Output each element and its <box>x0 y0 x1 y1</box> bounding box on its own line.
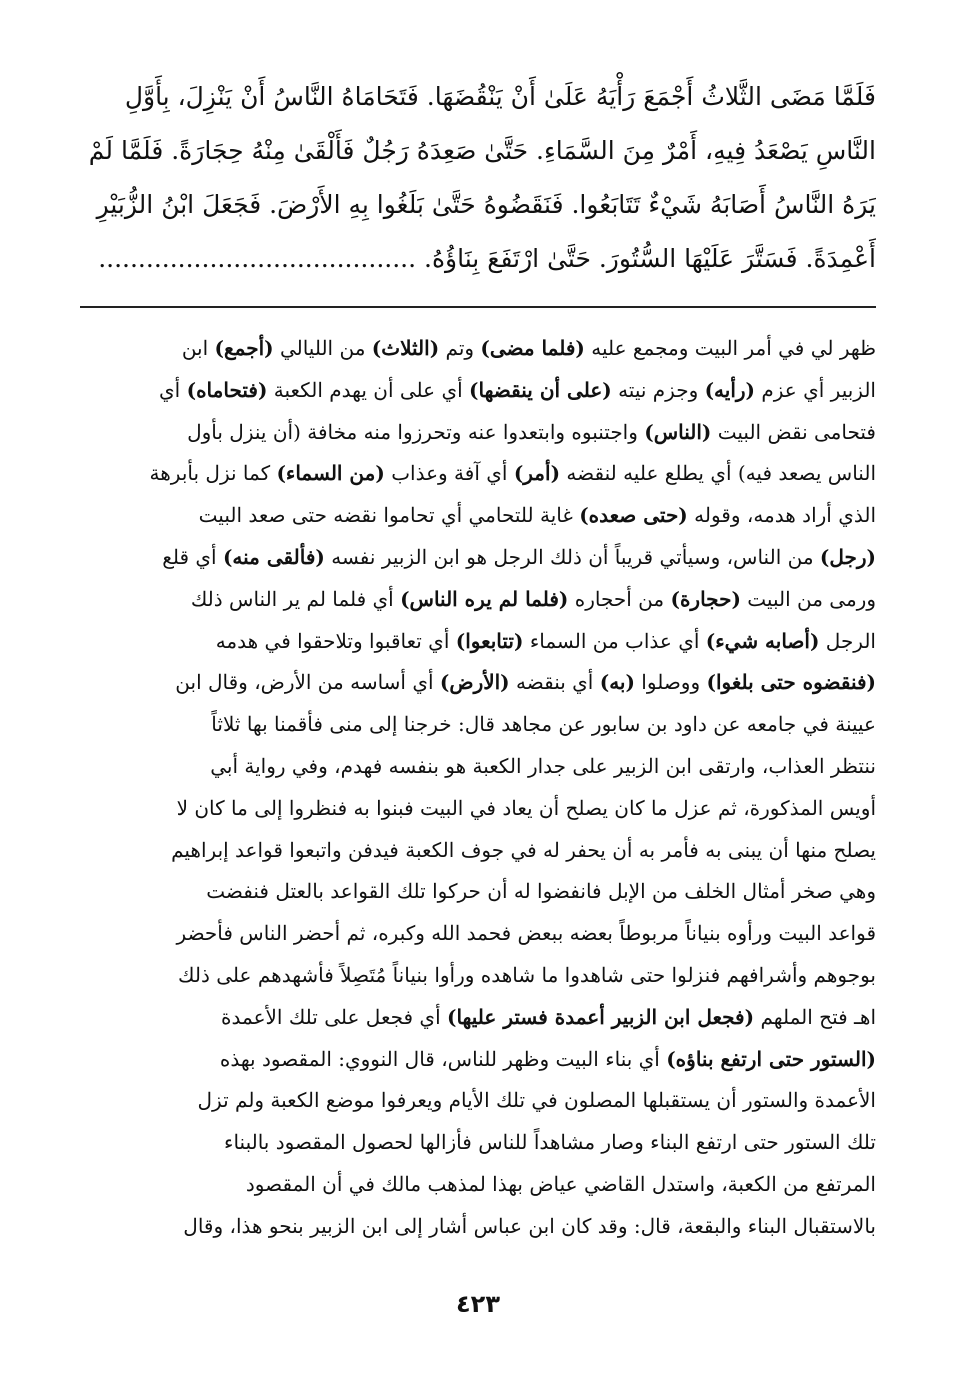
commentary-line: تلك الستور حتى ارتفع البناء وصار مشاهداً للناس فأزالها لحصول المقصود بالبناء <box>224 1130 876 1155</box>
commentary-line: (رجل) من الناس، وسيأتي قريباً أن ذلك الرجل هو ابن الزبير نفسه (فألقى منه) أي قلع <box>162 544 876 569</box>
commentary-line: ظهر لي في أمر البيت ومجمع عليه (فلما مضى) وتم (الثلاث) من الليالي (أجمع) ابن <box>181 336 876 360</box>
commentary-line: قواعد البيت ورأوه بنياناً مربوطاً بعضه ببعض فحمد الله وكبره، ثم أحضر الناس فأحضر <box>176 921 876 946</box>
commentary-line: الأعمدة والستور أن يستقبلها المصلون في تلك الأيام ويعرفوا موضع الكعبة ولم تزل <box>197 1088 876 1113</box>
page-number: ٤٢٣ <box>456 1290 500 1318</box>
commentary-line: أويس المذكورة، ثم عزل ما كان يصلح أن يعاد في البيت فبنوا به فنظروا إلى ما كان لا <box>176 795 876 820</box>
commentary-line: الذي أراد هدمه، وقوله (حتى صعده) غاية للتحامي أي تحاموا نقضه حتى صعد البيت <box>198 503 876 528</box>
commentary-line: بوجوهم وأشرافهم فنزلوا حتى شاهدوا ما شاهده ورأوا بنياناً مُتَصِلاً فأشهدهم على ذلك <box>178 962 876 987</box>
commentary-line: الناس يصعد فيه) أي يطلع عليه لنقضه (أمر) أي آفة وعذاب (من السماء) كما نزل بأبرهة <box>149 461 876 486</box>
commentary-line: اهـ فتح الملهم (فجعل ابن الزبير أعمدة فستر عليها) أي فجعل على تلك الأعمدة <box>221 1004 876 1029</box>
commentary-text <box>80 328 876 1248</box>
hadith-line: يَرَهُ النَّاسُ أَصَابَهُ شَيْءٌ تَتَابَعُوا. فَنَقَضُوهُ حَتَّىٰ بَلَغُوا بِهِ الأَرْضَ. فَجَعَلَ ابْنُ الزُّبَيْرِ <box>96 190 876 219</box>
commentary-line: وهي صخر أمثال الخلف من الإبل فانفضوا له أن حركوا تلك القواعد بالعتل فنفضت <box>206 879 876 904</box>
section-divider <box>80 306 876 308</box>
commentary-line: بالاستقبال البناء والبقعة، قال: وقد كان ابن عباس أشار إلى ابن الزبير بنحو هذا، وقال <box>183 1213 876 1238</box>
hadith-line-last <box>80 232 876 286</box>
commentary-line: (فنقضوه حتى بلغوا) ووصلوا (به) أي بنقضه (الأرض) أي أساسه من الأرض، وقال ابن <box>175 670 876 695</box>
commentary-line: عيينة في جامعه عن داود بن سابور عن مجاهد قال: خرجنا إلى منى فأقمنا بها ثلاثاً <box>211 712 876 737</box>
commentary-line: فتحامى نقض البيت (الناس) واجتنبوه وابتعدوا عنه وتحرزوا منه مخافة (أن ينزل بأول <box>187 419 876 444</box>
commentary-line: الزبير أي عزم (رأيه) وجزم نيته (على أن ينقضها) أي على أن يهدم الكعبة (فتحاماه) أي <box>159 377 876 402</box>
hadith-trailing-dots: ........................................ <box>98 244 417 273</box>
hadith-text <box>80 70 876 286</box>
hadith-line: النَّاسِ يَصْعَدُ فِيهِ، أَمْرٌ مِنَ السَّمَاءِ. حَتَّىٰ صَعِدَهُ رَجُلٌ فَأَلْقَىٰ مِنْهُ حِجَارَةً. فَلَمَّا لَمْ <box>88 136 876 165</box>
commentary-line: ننتظر العذاب، وارتقى ابن الزبير على جدار الكعبة هو بنفسه فهدم، وفي رواية أبي <box>210 753 876 778</box>
commentary-line: المرتفع من الكعبة، واستدل القاضي عياض بهذا لمذهب مالك في أن المقصود <box>245 1171 876 1196</box>
commentary-line: يصلح منها أن يبنى به فأمر به أن يحفر له في جوف الكعبة فيدفن واتبعوا قواعد إبراهيم <box>171 837 876 862</box>
commentary-line: (الستور حتى ارتفع بناؤه) أي بناء البيت وظهر للناس، قال النووي: المقصود بهذه <box>219 1046 876 1071</box>
hadith-line: فَلَمَّا مَضَى الثَّلاثُ أَجْمَعَ رَأْيَهُ عَلَىٰ أَنْ يَنْقُضَهَا. فَتَحَامَاهُ النَّاسُ أَنْ يَنْزِلَ، بِأَوَّلِ <box>124 82 876 111</box>
commentary-line: الرجل (أصابه شيء) أي عذاب من السماء (تتابعوا) أي تعاقبوا وتلاحقوا في هدمه <box>215 628 876 653</box>
commentary-line: ورمى من البيت (حجارة) من أحجاره (فلما لم يره الناس) أي فلما لم ير الناس ذلك <box>190 586 876 611</box>
hadith-line-text: أَعْمِدَةً. فَسَتَّرَ عَلَيْهَا السُّتُورَ. حَتَّىٰ ارْتَفَعَ بِنَاؤُهُ. <box>424 244 876 273</box>
